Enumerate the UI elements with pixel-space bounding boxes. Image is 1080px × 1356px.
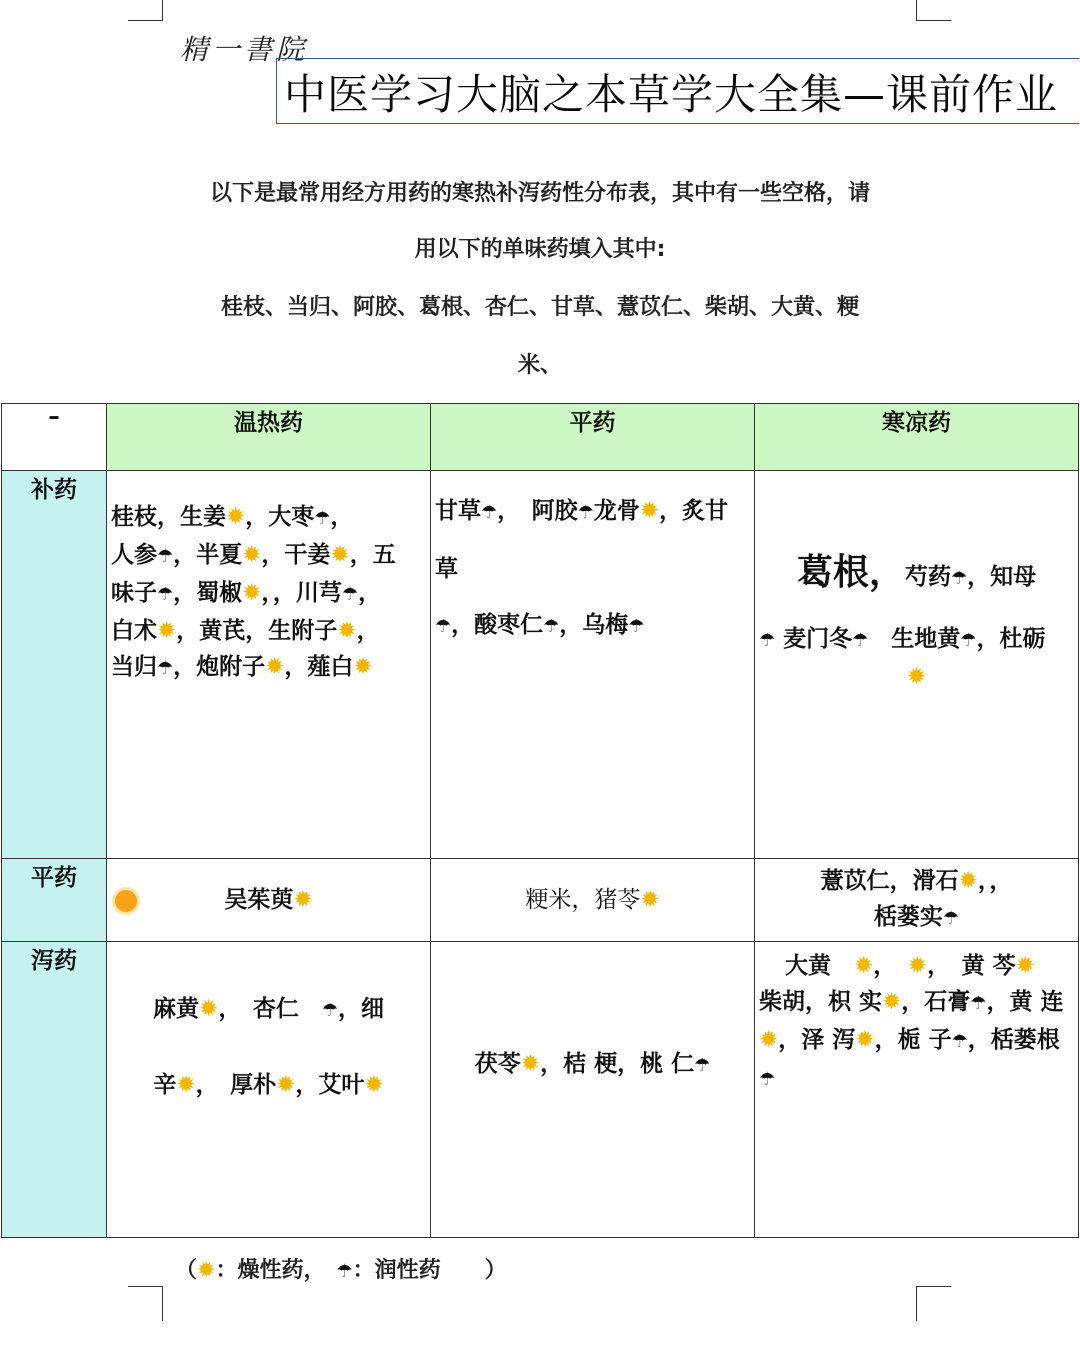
umbrella-icon: ☂ bbox=[628, 616, 645, 637]
cell-tonify-cold: 葛根，芍药☂，知母 ☂ 麦门冬☂ 生地黄☂，杜砺 ✹ bbox=[755, 471, 1079, 859]
row-header-tonify: 补药 bbox=[2, 471, 107, 859]
instruction-line-2: 用以下的单味药填入其中: bbox=[414, 237, 666, 262]
sun-icon: ✹ bbox=[882, 989, 902, 1015]
sun-icon: ✹ bbox=[276, 1072, 296, 1098]
sun-icon: ✹ bbox=[157, 618, 177, 644]
umbrella-icon: ☂ bbox=[157, 546, 174, 567]
umbrella-icon: ☂ bbox=[942, 908, 960, 929]
umbrella-icon: ☂ bbox=[481, 502, 498, 523]
umbrella-icon: ☂ bbox=[759, 630, 776, 651]
umbrella-icon: ☂ bbox=[577, 502, 594, 523]
cell-neutral-warm: 吴茱萸✹ bbox=[107, 859, 431, 942]
sun-icon: ✹ bbox=[854, 953, 874, 979]
table-corner: – bbox=[2, 404, 107, 471]
umbrella-icon: ☂ bbox=[950, 568, 968, 589]
sun-icon: ✹ bbox=[197, 1258, 216, 1283]
brand-logo: 精一書院 bbox=[180, 33, 309, 66]
cell-purge-warm: 麻黄✹， 杏仁 ☂，细 辛✹， 厚朴✹，艾叶✹ bbox=[107, 942, 431, 1238]
sun-icon: ✹ bbox=[639, 498, 660, 524]
cell-purge-neutral: 茯苓✹，桔 梗，桃 仁☂ bbox=[431, 942, 755, 1238]
umbrella-icon: ☂ bbox=[336, 1261, 353, 1282]
column-header-cold: 寒凉药 bbox=[755, 404, 1079, 471]
table-header-row bbox=[2, 404, 1079, 471]
umbrella-icon: ☂ bbox=[314, 508, 331, 529]
umbrella-icon: ☂ bbox=[341, 584, 359, 605]
sun-icon: ✹ bbox=[640, 887, 660, 913]
table-row-purge bbox=[2, 942, 1079, 1238]
instruction-line-3: 桂枝、当归、阿胶、葛根、杏仁、甘草、薏苡仁、柴胡、大黄、粳 bbox=[220, 295, 859, 320]
sun-icon: ✹ bbox=[293, 887, 313, 913]
instruction-line-1: 以下是最常用经方用药的寒热补泻药性分布表，其中有一些空格，请 bbox=[209, 181, 870, 206]
cell-neutral-neutral: 粳米，猪苓✹ bbox=[431, 859, 755, 942]
row-header-neutral: 平药 bbox=[2, 859, 107, 942]
sun-icon: ✹ bbox=[353, 654, 373, 680]
sun-icon: ✹ bbox=[759, 1027, 779, 1053]
sun-icon: ✹ bbox=[242, 542, 262, 568]
cell-tonify-neutral: 甘草☂， 阿胶☂龙骨✹，炙甘草 ☂，酸枣仁☂，乌梅☂ bbox=[431, 471, 755, 859]
sun-icon: ✹ bbox=[199, 996, 219, 1022]
column-header-warm: 温热药 bbox=[107, 404, 431, 471]
umbrella-icon: ☂ bbox=[694, 1055, 711, 1076]
sun-icon: ✹ bbox=[226, 504, 246, 530]
cell-neutral-cold: 薏苡仁，滑石✹，， 栝蒌实☂ bbox=[755, 859, 1079, 942]
table-row-neutral bbox=[2, 859, 1079, 942]
umbrella-icon: ☂ bbox=[852, 630, 869, 651]
sun-icon: ✹ bbox=[242, 580, 262, 606]
sun-icon: ✹ bbox=[364, 1072, 384, 1098]
umbrella-icon: ☂ bbox=[951, 1031, 968, 1052]
sun-icon: ✹ bbox=[855, 1027, 875, 1053]
cell-tonify-warm: 桂枝，生姜✹，大枣☂， 人参☂，半夏✹，干姜✹，五 味子☂，蜀椒✹，，川芎☂， 白术✹，黄芪，生附子✹， 当归☂，炮附子✹，薤白✹ bbox=[107, 471, 431, 859]
column-header-neutral: 平药 bbox=[431, 404, 755, 471]
legend: （✹：燥性药， ☂：润性药 ） bbox=[175, 1258, 507, 1283]
table-row-tonify bbox=[2, 471, 1079, 859]
sun-icon: ✹ bbox=[330, 542, 350, 568]
sun-icon: ✹ bbox=[1015, 953, 1035, 979]
sun-icon: ✹ bbox=[958, 868, 978, 894]
instruction-line-4: 米、 bbox=[517, 353, 562, 378]
herb-property-table bbox=[1, 403, 1079, 1238]
cell-purge-cold: 大黄 ✹， ✹， 黄 芩✹ 柴胡，枳 实✹，石膏☂，黄 连 ✹，泽 泻✹，栀 子☂，栝蒌根 ☂ bbox=[755, 942, 1079, 1238]
umbrella-icon: ☂ bbox=[157, 584, 174, 605]
umbrella-icon: ☂ bbox=[435, 616, 452, 637]
umbrella-icon: ☂ bbox=[321, 1000, 338, 1021]
umbrella-icon: ☂ bbox=[543, 616, 560, 637]
sun-icon: ✹ bbox=[520, 1051, 541, 1077]
row-header-purge: 泻药 bbox=[2, 942, 107, 1238]
crop-mark-top-right bbox=[916, 0, 951, 21]
sun-icon: ✹ bbox=[265, 654, 285, 680]
sun-icon: ✹ bbox=[176, 1072, 196, 1098]
sun-icon: ✹ bbox=[337, 618, 357, 644]
umbrella-icon: ☂ bbox=[970, 993, 987, 1014]
umbrella-icon: ☂ bbox=[960, 630, 977, 651]
crop-mark-bottom-right bbox=[916, 1286, 951, 1321]
sun-icon: ✹ bbox=[906, 664, 927, 690]
crop-mark-top-left bbox=[128, 0, 163, 21]
sun-icon bbox=[115, 890, 137, 912]
sun-icon: ✹ bbox=[907, 953, 928, 979]
umbrella-icon: ☂ bbox=[157, 658, 174, 679]
page-title: 中医学习大脑之本草学大全集—课前作业 bbox=[284, 70, 1059, 119]
umbrella-icon: ☂ bbox=[759, 1069, 776, 1090]
crop-mark-bottom-left bbox=[128, 1286, 163, 1321]
